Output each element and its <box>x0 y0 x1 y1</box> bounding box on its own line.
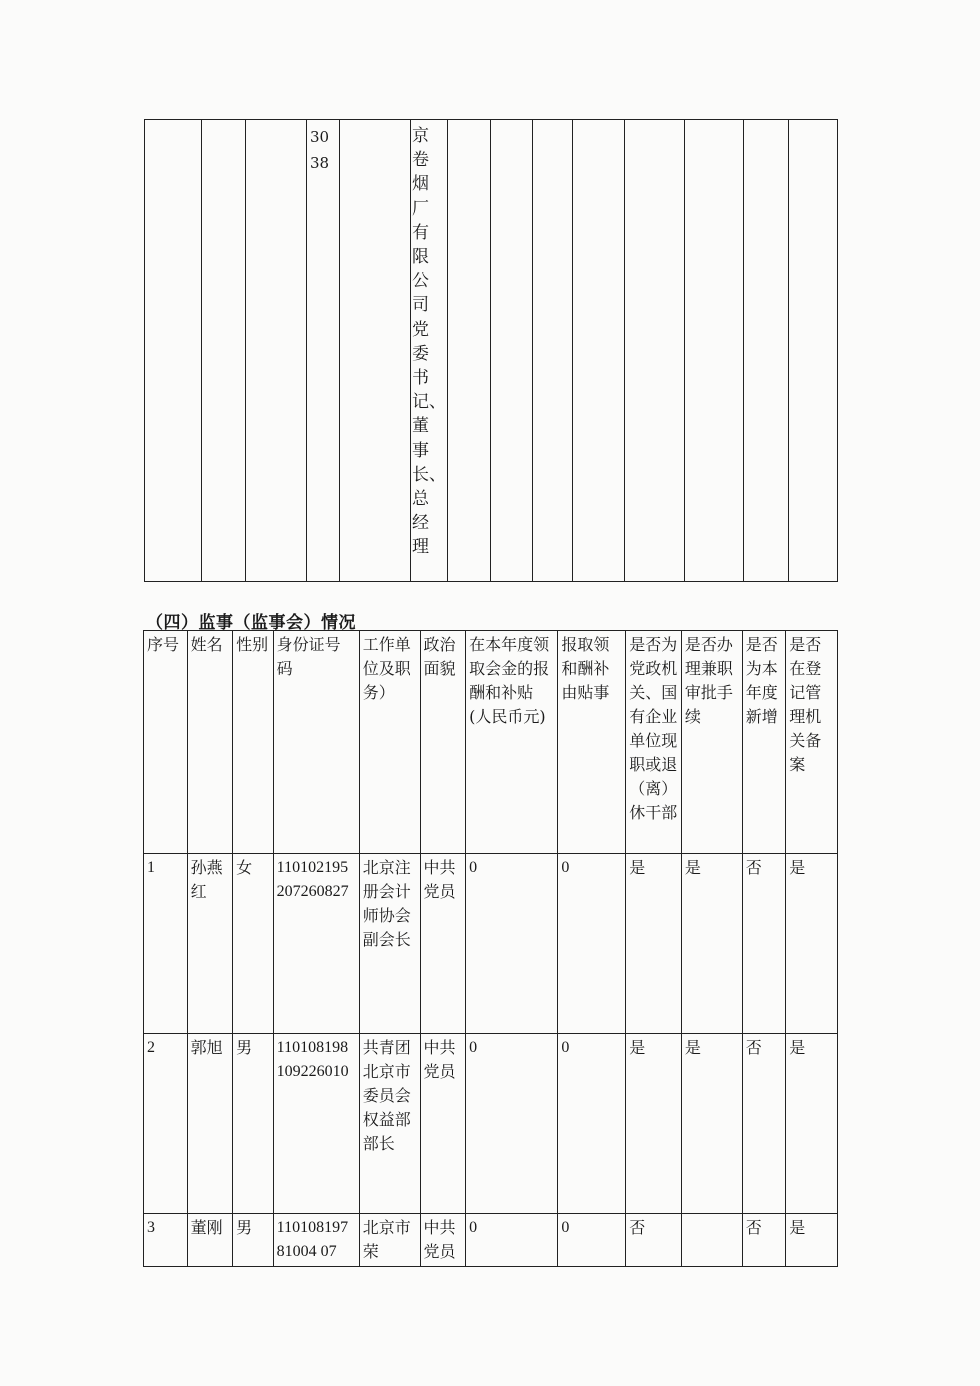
cell-id: 110108198109226010 <box>273 1034 359 1214</box>
cell-approval: 是 <box>681 854 742 1034</box>
cell-salary: 0 <box>466 854 558 1034</box>
cell-approval: 是 <box>681 1034 742 1214</box>
header-retired: 是否为党政机关、国有企业单位现职或退（离）休干部 <box>626 631 682 854</box>
column-divider <box>410 120 411 581</box>
cell-gender: 男 <box>233 1214 274 1267</box>
cell-name: 孙燕红 <box>187 854 233 1034</box>
cell-new: 否 <box>742 1214 786 1267</box>
header-source: 报取领和酬补由贴事 <box>558 631 626 854</box>
cell-filed: 是 <box>786 1214 838 1267</box>
header-filed: 是否在登记管理机关备案 <box>786 631 838 854</box>
column-divider <box>624 120 625 581</box>
header-politics: 政治面貌 <box>420 631 466 854</box>
cell-seq: 1 <box>144 854 188 1034</box>
cell-source: 0 <box>558 1034 626 1214</box>
cell-filed: 是 <box>786 854 838 1034</box>
table-row <box>144 1214 838 1267</box>
cell-work: 北京注册会计师协会副会长 <box>359 854 420 1034</box>
column-divider <box>788 120 789 581</box>
cell-source: 0 <box>558 854 626 1034</box>
cell-filed: 是 <box>786 1034 838 1214</box>
column-divider <box>532 120 533 581</box>
cell-seq: 2 <box>144 1034 188 1214</box>
cell-retired: 是 <box>626 854 682 1034</box>
header-gender: 性别 <box>233 631 274 854</box>
section-title: （四）监事（监事会）情况 <box>146 613 356 633</box>
header-row <box>144 631 838 854</box>
header-name: 姓名 <box>187 631 233 854</box>
cell-gender: 女 <box>233 854 274 1034</box>
column-divider <box>306 120 307 581</box>
cell-politics: 中共党员 <box>420 1214 466 1267</box>
column-divider <box>447 120 448 581</box>
column-divider <box>245 120 246 581</box>
column-divider <box>339 120 340 581</box>
cell-retired: 否 <box>626 1214 682 1267</box>
cell-id: 11010819781004 07 <box>273 1214 359 1267</box>
column-divider <box>490 120 491 581</box>
column-divider <box>201 120 202 581</box>
cell-seq: 3 <box>144 1214 188 1267</box>
cell-source: 0 <box>558 1214 626 1267</box>
header-approval: 是否办理兼职审批手续 <box>681 631 742 854</box>
header-seq: 序号 <box>144 631 188 854</box>
cell-new: 否 <box>742 854 786 1034</box>
cell-approval <box>681 1214 742 1267</box>
column-divider <box>572 120 573 581</box>
table-row <box>144 854 838 1034</box>
header-work: 工作单位及职务） <box>359 631 420 854</box>
column-divider <box>743 120 744 581</box>
cell-salary: 0 <box>466 1034 558 1214</box>
column-divider <box>684 120 685 581</box>
header-new: 是否为本年度新增 <box>742 631 786 854</box>
id-number-fragment: 30 38 <box>310 128 330 172</box>
cell-id: 110102195207260827 <box>273 854 359 1034</box>
header-salary: 在本年度领取会金的报酬和补贴(人民币元) <box>466 631 558 854</box>
cell-gender: 男 <box>233 1034 274 1214</box>
continued-table <box>144 119 838 582</box>
table-row <box>144 1034 838 1214</box>
cell-retired: 是 <box>626 1034 682 1214</box>
cell-work: 北京市荣 <box>359 1214 420 1267</box>
cell-work: 共青团北京市委员会权益部部长 <box>359 1034 420 1214</box>
cell-politics: 中共党员 <box>420 1034 466 1214</box>
header-id: 身份证号码 <box>273 631 359 854</box>
supervisors-table <box>143 630 838 1267</box>
cell-new: 否 <box>742 1034 786 1214</box>
cell-salary: 0 <box>466 1214 558 1267</box>
cell-name: 郭旭 <box>187 1034 233 1214</box>
position-text-fragment: 京卷烟厂有限公司党委书记、董事长、总经理 <box>412 126 446 558</box>
cell-politics: 中共党员 <box>420 854 466 1034</box>
cell-name: 董刚 <box>187 1214 233 1267</box>
